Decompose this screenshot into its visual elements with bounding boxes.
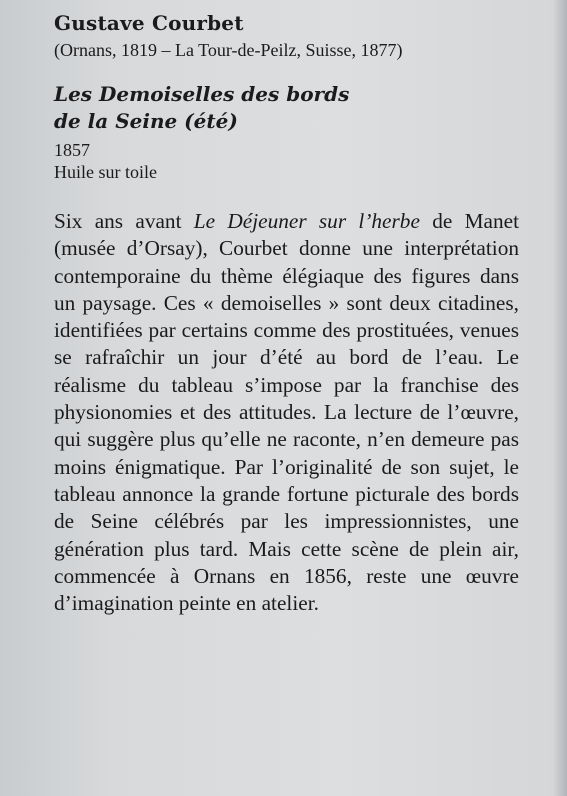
description-part2: de Manet (musée d’Orsay), Courbet donne une interprétation contemporaine du thème élégiaque des figures dans un paysage. Ces « demoiselles » sont deux citadines, identifiées par certains comme des prostituées, venues se rafraîchir un jour d’été au bord de l’eau. Le réalisme du tableau s’impose par la franchise des physionomies et des attitudes. La lecture de l’œuvre, qui suggère plus qu’elle ne raconte, n’en demeure pas moins énigmatique. Par l’originalité de son sujet, le tableau annonce la grande fortune picturale des bords de Seine célébrés par les impressionnistes, une génération plus tard. Mais cette scène de plein air, commencée à Ornans en 1856, reste une œuvre d’imagination peinte en atelier.: [54, 209, 519, 616]
artwork-year: 1857: [54, 140, 90, 160]
description-part1: Six ans avant: [54, 209, 194, 233]
description-italic-reference: Le Déjeuner sur l’herbe: [193, 209, 420, 233]
artist-name: Gustave Courbet: [54, 11, 244, 35]
artwork-title-line2: de la Seine (été): [54, 109, 238, 133]
museum-label: [54, 10, 519, 617]
artwork-medium: Huile sur toile: [54, 162, 157, 182]
artwork-title-line1: Les Demoiselles des bords: [54, 82, 350, 106]
artist-dates: (Ornans, 1819 – La Tour-de-Peilz, Suisse, 1877): [54, 40, 403, 60]
artwork-description: [54, 208, 519, 617]
artwork-title: [54, 81, 384, 135]
